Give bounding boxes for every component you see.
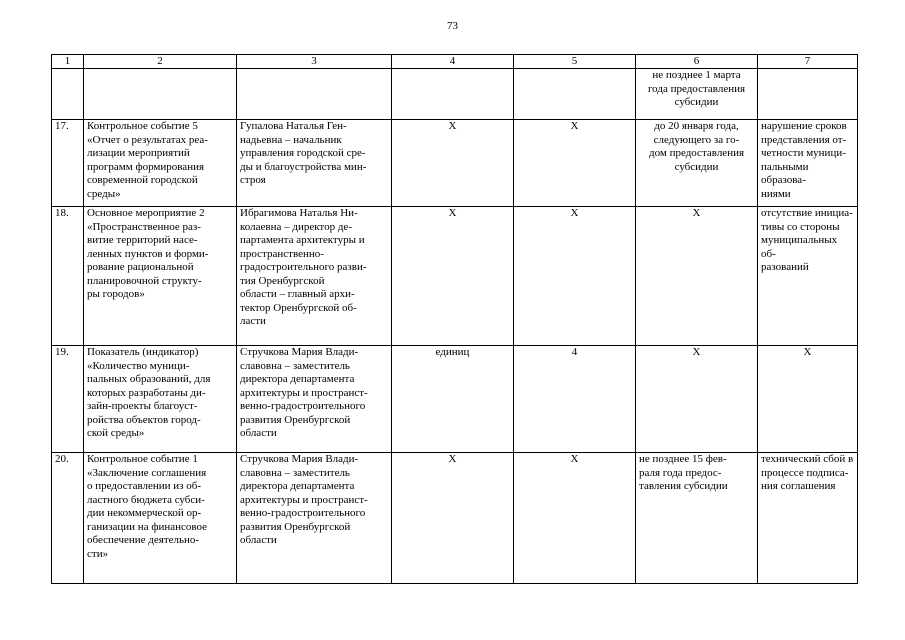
responsible-cell: Стручкова Мария Влади- славовна – заместитель директора департамента архитектуры и пространст- венно-градостроительного развития Оренбургской области xyxy=(237,346,392,453)
table-row xyxy=(52,207,858,346)
deadline-cell: не позднее 1 марта года предоставления субсидии xyxy=(636,69,758,120)
header-col-3: 3 xyxy=(237,55,392,69)
deadline-cell: X xyxy=(636,207,758,346)
risk-cell: отсутствие инициа- тивы со стороны муниципальных об- разований xyxy=(758,207,858,346)
table-row xyxy=(52,346,858,453)
table-row xyxy=(52,453,858,584)
table-cell xyxy=(237,69,392,120)
responsible-cell: Стручкова Мария Влади- славовна – заместитель директора департамента архитектуры и пространст- венно-градостроительного развития Оренбургской области xyxy=(237,453,392,584)
header-col-1: 1 xyxy=(52,55,84,69)
table-cell xyxy=(392,69,514,120)
deadline-cell: X xyxy=(636,346,758,453)
col5-cell: 4 xyxy=(514,346,636,453)
header-col-6: 6 xyxy=(636,55,758,69)
header-col-4: 4 xyxy=(392,55,514,69)
page-number: 73 xyxy=(447,20,458,32)
item-name-cell: Контрольное событие 5 «Отчет о результатах реа- лизации мероприятий программ формирования современной городской среды» xyxy=(84,120,237,207)
document-table xyxy=(51,54,858,584)
risk-cell: X xyxy=(758,346,858,453)
row-number: 17. xyxy=(52,120,84,207)
header-col-2: 2 xyxy=(84,55,237,69)
col4-cell: X xyxy=(392,207,514,346)
continuation-row xyxy=(52,69,858,120)
table-cell xyxy=(758,69,858,120)
item-name-cell: Контрольное событие 1 «Заключение соглашения о предоставлении из об- ластного бюджета субси- дии некоммерческой ор- ганизации на финансовое обеспечение деятельно- сти» xyxy=(84,453,237,584)
table-cell xyxy=(52,69,84,120)
risk-cell: нарушение сроков представления от- четности муници- пальными образова- ниями xyxy=(758,120,858,207)
col4-cell: X xyxy=(392,120,514,207)
table-cell xyxy=(84,69,237,120)
responsible-cell: Гупалова Наталья Ген- надьевна – начальник управления городской сре- ды и благоустройства мин- строя xyxy=(237,120,392,207)
item-name-cell: Показатель (индикатор) «Количество муници- пальных образований, для которых разработаны ди- зайн-проекты благоуст- ройства объектов город- ской среды» xyxy=(84,346,237,453)
deadline-cell: не позднее 15 фев- раля года предос- тавления субсидии xyxy=(636,453,758,584)
table-cell xyxy=(514,69,636,120)
header-row xyxy=(52,55,858,69)
responsible-cell: Ибрагимова Наталья Ни- колаевна – директор де- партамента архитектуры и пространственно- градостроительного разви- тия Оренбургской области – главный архи- тектор Оренбургской об- ласти xyxy=(237,207,392,346)
deadline-cell: до 20 января года, следующего за го- дом предоставления субсидии xyxy=(636,120,758,207)
col4-cell: единиц xyxy=(392,346,514,453)
row-number: 19. xyxy=(52,346,84,453)
col4-cell: X xyxy=(392,453,514,584)
col5-cell: X xyxy=(514,207,636,346)
col5-cell: X xyxy=(514,120,636,207)
table-row xyxy=(52,120,858,207)
row-number: 20. xyxy=(52,453,84,584)
risk-cell: технический сбой в процессе подписа- ния соглашения xyxy=(758,453,858,584)
header-col-7: 7 xyxy=(758,55,858,69)
row-number: 18. xyxy=(52,207,84,346)
col5-cell: X xyxy=(514,453,636,584)
header-col-5: 5 xyxy=(514,55,636,69)
item-name-cell: Основное мероприятие 2 «Пространственное раз- витие территорий насе- ленных пунктов и форми- рование рациональной планировочной структу- ры городов» xyxy=(84,207,237,346)
